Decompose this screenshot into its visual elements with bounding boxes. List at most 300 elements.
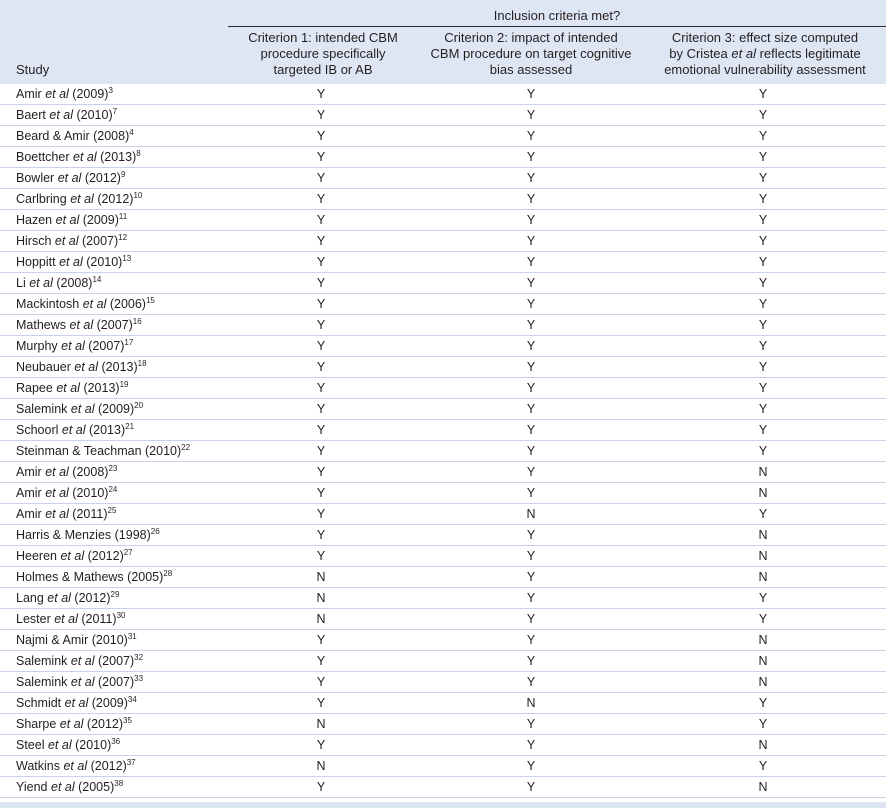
- study-author: Bowler: [16, 171, 55, 185]
- criterion-1-cell: Y: [316, 780, 326, 794]
- criterion-2-cell: Y: [526, 738, 536, 752]
- study-year: (2010): [68, 486, 109, 500]
- criterion-1-cell: Y: [316, 87, 326, 101]
- criterion-2-cell: Y: [526, 549, 536, 563]
- reference-number: 29: [110, 590, 120, 599]
- study-cell: [16, 528, 160, 543]
- study-year: (2010): [141, 444, 182, 458]
- criterion-1-cell: Y: [316, 696, 326, 710]
- reference-number: 19: [119, 380, 129, 389]
- study-cell: [16, 297, 155, 312]
- study-year: (2013): [79, 381, 120, 395]
- criterion-1-cell: Y: [316, 654, 326, 668]
- criterion-2-cell: Y: [526, 654, 536, 668]
- criterion-3-cell: N: [758, 549, 768, 563]
- study-author: Beard & Amir: [16, 129, 90, 143]
- reference-number: 27: [123, 548, 133, 557]
- study-year: (2006): [106, 297, 146, 311]
- criterion-1-cell: Y: [316, 318, 326, 332]
- header-criterion-1: [228, 30, 418, 78]
- study-year: (2009): [94, 402, 135, 416]
- criterion-3-cell: Y: [758, 423, 768, 437]
- reference-number: 34: [127, 695, 137, 704]
- et-al: et al: [45, 486, 69, 500]
- study-cell: [16, 633, 137, 648]
- criterion-1-cell: Y: [316, 129, 326, 143]
- et-al: et al: [64, 696, 89, 710]
- reference-number: 32: [134, 653, 144, 662]
- study-author: Steel: [16, 738, 45, 752]
- table-row: [0, 483, 886, 504]
- table-row: [0, 462, 886, 483]
- study-cell: [16, 213, 127, 228]
- criterion-3-cell: Y: [758, 591, 768, 605]
- criterion-3-cell: Y: [758, 213, 768, 227]
- header-criterion-3: [652, 30, 878, 78]
- study-cell: [16, 423, 134, 438]
- study-author: Hazen: [16, 213, 53, 227]
- reference-number: 7: [112, 107, 118, 116]
- criterion-1-cell: N: [316, 612, 326, 626]
- criterion-3-cell: Y: [758, 381, 768, 395]
- reference-number: 38: [114, 779, 124, 788]
- et-al: et al: [70, 654, 95, 668]
- study-cell: [16, 507, 116, 522]
- table-row: [0, 693, 886, 714]
- study-cell: [16, 612, 125, 627]
- reference-number: 10: [133, 191, 143, 200]
- table-row: [0, 210, 886, 231]
- criterion-1-cell: Y: [316, 381, 326, 395]
- study-cell: [16, 717, 132, 732]
- criterion-2-cell: Y: [526, 276, 536, 290]
- table-row: [0, 441, 886, 462]
- et-al: et al: [59, 717, 84, 731]
- study-author: Boettcher: [16, 150, 70, 164]
- header-criterion-1-line: targeted IB or AB: [273, 62, 373, 77]
- study-author: Amir: [16, 465, 42, 479]
- reference-number: 35: [123, 716, 132, 725]
- study-cell: [16, 444, 190, 459]
- criterion-1-cell: Y: [316, 360, 326, 374]
- study-year: (2007): [94, 654, 135, 668]
- criterion-2-cell: N: [526, 507, 536, 521]
- header-criterion-3-line: emotional vulnerability assessment: [664, 62, 866, 77]
- table-row: [0, 294, 886, 315]
- criterion-3-cell: N: [758, 654, 768, 668]
- study-year: (2011): [77, 612, 117, 626]
- header-study-label: Study: [16, 62, 50, 77]
- et-al: et al: [57, 171, 82, 185]
- study-cell: [16, 129, 134, 144]
- table-row: [0, 357, 886, 378]
- criterion-1-cell: Y: [316, 213, 326, 227]
- study-author: Steinman & Teachman: [16, 444, 142, 458]
- criterion-1-cell: Y: [316, 255, 326, 269]
- criterion-3-cell: Y: [758, 444, 768, 458]
- reference-number: 36: [111, 737, 121, 746]
- criterion-1-cell: Y: [316, 465, 326, 479]
- table-row: [0, 147, 886, 168]
- table-row: [0, 777, 886, 798]
- criterion-1-cell: Y: [316, 297, 326, 311]
- table-row: [0, 315, 886, 336]
- table-row: [0, 168, 886, 189]
- criterion-2-cell: Y: [526, 381, 536, 395]
- reference-number: 37: [126, 758, 136, 767]
- study-cell: [16, 549, 133, 564]
- study-author: Hoppitt: [16, 255, 56, 269]
- study-author: Yiend: [16, 780, 48, 794]
- study-cell: [16, 108, 117, 123]
- reference-number: 28: [163, 569, 173, 578]
- table-row: [0, 84, 886, 105]
- criterion-3-cell: Y: [758, 696, 768, 710]
- table-row: [0, 126, 886, 147]
- reference-number: 20: [134, 401, 144, 410]
- table-footer-band: [0, 802, 886, 808]
- criterion-2-cell: Y: [526, 717, 536, 731]
- criterion-3-cell: N: [758, 738, 768, 752]
- reference-number: 16: [132, 317, 142, 326]
- criterion-2-cell: Y: [526, 318, 536, 332]
- criterion-3-cell: N: [758, 465, 768, 479]
- study-cell: [16, 465, 117, 480]
- study-cell: [16, 87, 113, 102]
- criterion-3-cell: Y: [758, 339, 768, 353]
- et-al: et al: [45, 87, 69, 101]
- study-year: (2007): [93, 318, 133, 332]
- et-al: et al: [731, 46, 756, 61]
- study-author: Murphy: [16, 339, 58, 353]
- criterion-2-cell: Y: [526, 465, 536, 479]
- study-cell: [16, 738, 120, 753]
- reference-number: 23: [108, 464, 118, 473]
- study-author: Najmi & Amir: [16, 633, 89, 647]
- table-row: [0, 336, 886, 357]
- reference-number: 26: [150, 527, 160, 536]
- table-row: [0, 672, 886, 693]
- criterion-1-cell: Y: [316, 549, 326, 563]
- study-author: Neubauer: [16, 360, 71, 374]
- criterion-3-cell: Y: [758, 234, 768, 248]
- study-author: Holmes & Mathews: [16, 570, 124, 584]
- criterion-2-cell: Y: [526, 759, 536, 773]
- criterion-1-cell: Y: [316, 738, 326, 752]
- et-al: et al: [29, 276, 53, 290]
- criterion-2-cell: Y: [526, 360, 536, 374]
- study-author: Salemink: [16, 402, 68, 416]
- reference-number: 22: [181, 443, 191, 452]
- criterion-2-cell: Y: [526, 171, 536, 185]
- criterion-3-cell: N: [758, 780, 768, 794]
- reference-number: 24: [108, 485, 118, 494]
- study-author: Salemink: [16, 675, 68, 689]
- table-row: [0, 714, 886, 735]
- criterion-3-cell: Y: [758, 87, 768, 101]
- criterion-3-cell: Y: [758, 297, 768, 311]
- et-al: et al: [70, 402, 95, 416]
- criterion-2-cell: Y: [526, 780, 536, 794]
- study-author: Heeren: [16, 549, 57, 563]
- study-year: (2008): [89, 129, 130, 143]
- reference-number: 31: [127, 632, 137, 641]
- et-al: et al: [54, 612, 78, 626]
- study-year: (2008): [68, 465, 109, 479]
- study-author: Amir: [16, 486, 42, 500]
- header-criterion-1-line: procedure specifically: [260, 46, 386, 61]
- criterion-2-cell: Y: [526, 402, 536, 416]
- study-year: (2013): [98, 360, 138, 374]
- et-al: et al: [54, 234, 79, 248]
- et-al: et al: [45, 465, 69, 479]
- et-al: et al: [56, 381, 80, 395]
- criterion-2-cell: Y: [526, 234, 536, 248]
- study-cell: [16, 780, 123, 795]
- study-year: (2010): [82, 255, 123, 269]
- criterion-2-cell: Y: [526, 339, 536, 353]
- criterion-2-cell: Y: [526, 129, 536, 143]
- et-al: et al: [51, 780, 75, 794]
- criterion-2-cell: Y: [526, 444, 536, 458]
- et-al: et al: [73, 150, 97, 164]
- criterion-3-cell: Y: [758, 402, 768, 416]
- criterion-1-cell: Y: [316, 339, 326, 353]
- et-al: et al: [47, 591, 71, 605]
- reference-number: 12: [118, 233, 128, 242]
- et-al: et al: [45, 507, 69, 521]
- et-al: et al: [82, 297, 107, 311]
- header-criterion-2-line: bias assessed: [489, 62, 573, 77]
- study-year: (2007): [78, 234, 119, 248]
- study-cell: [16, 570, 172, 585]
- study-year: (2009): [88, 696, 128, 710]
- criterion-3-cell: N: [758, 528, 768, 542]
- study-year: (2008): [52, 276, 93, 290]
- criterion-1-cell: N: [316, 591, 326, 605]
- study-cell: [16, 150, 141, 165]
- criterion-3-cell: Y: [758, 717, 768, 731]
- criterion-1-cell: Y: [316, 276, 326, 290]
- criterion-2-cell: Y: [526, 213, 536, 227]
- table-row: [0, 567, 886, 588]
- header-criterion-3-line: by Cristea et al reflects legitimate: [669, 46, 861, 61]
- table-row: [0, 399, 886, 420]
- study-cell: [16, 339, 133, 354]
- criterion-2-cell: Y: [526, 591, 536, 605]
- et-al: et al: [47, 738, 72, 752]
- criterion-3-cell: Y: [758, 507, 768, 521]
- criterion-1-cell: Y: [316, 171, 326, 185]
- study-year: (2012): [81, 171, 121, 185]
- header-super-label: Inclusion criteria met?: [493, 8, 621, 23]
- study-year: (1998): [111, 528, 151, 542]
- table-header: [0, 0, 886, 84]
- criterion-3-cell: Y: [758, 129, 768, 143]
- study-author: Harris & Menzies: [16, 528, 112, 542]
- study-year: (2010): [71, 738, 112, 752]
- table-row: [0, 609, 886, 630]
- study-author: Amir: [16, 507, 42, 521]
- criterion-3-cell: Y: [758, 759, 768, 773]
- study-cell: [16, 402, 143, 417]
- et-al: et al: [74, 360, 99, 374]
- criterion-1-cell: Y: [316, 675, 326, 689]
- et-al: et al: [70, 192, 94, 206]
- study-year: (2012): [83, 717, 124, 731]
- study-year: (2009): [79, 213, 119, 227]
- study-cell: [16, 318, 142, 333]
- study-year: (2011): [68, 507, 108, 521]
- reference-number: 13: [122, 254, 132, 263]
- criterion-3-cell: N: [758, 570, 768, 584]
- reference-number: 11: [118, 212, 128, 221]
- et-al: et al: [60, 549, 85, 563]
- criterion-3-cell: Y: [758, 171, 768, 185]
- reference-number: 3: [108, 86, 113, 95]
- et-al: et al: [59, 255, 83, 269]
- study-year: (2005): [123, 570, 164, 584]
- study-author: Mackintosh: [16, 297, 80, 311]
- study-author: Amir: [16, 87, 42, 101]
- criterion-1-cell: Y: [316, 402, 326, 416]
- criterion-2-cell: N: [526, 696, 536, 710]
- criterion-3-cell: N: [758, 675, 768, 689]
- table-row: [0, 588, 886, 609]
- study-cell: [16, 654, 143, 669]
- table-row: [0, 735, 886, 756]
- criterion-2-cell: Y: [526, 612, 536, 626]
- criterion-3-cell: Y: [758, 276, 768, 290]
- study-cell: [16, 381, 128, 396]
- criterion-3-cell: Y: [758, 255, 768, 269]
- header-criterion-2: [424, 30, 638, 78]
- study-year: (2012): [93, 192, 134, 206]
- criterion-1-cell: Y: [316, 486, 326, 500]
- criterion-1-cell: N: [316, 759, 326, 773]
- header-criterion-2-line: Criterion 2: impact of intended: [444, 30, 618, 45]
- study-author: Schmidt: [16, 696, 62, 710]
- header-criterion-3-line: Criterion 3: effect size computed: [671, 30, 859, 45]
- reference-number: 8: [136, 149, 141, 158]
- criterion-3-cell: N: [758, 633, 768, 647]
- table-row: [0, 252, 886, 273]
- reference-number: 4: [129, 128, 134, 137]
- study-author: Rapee: [16, 381, 53, 395]
- criterion-3-cell: Y: [758, 192, 768, 206]
- reference-number: 15: [145, 296, 155, 305]
- criterion-1-cell: Y: [316, 423, 326, 437]
- table-body: [0, 84, 886, 798]
- study-author: Lang: [16, 591, 44, 605]
- reference-number: 25: [107, 506, 117, 515]
- study-author: Li: [16, 276, 26, 290]
- study-author: Mathews: [16, 318, 67, 332]
- criterion-3-cell: Y: [758, 108, 768, 122]
- study-cell: [16, 696, 137, 711]
- table-row: [0, 651, 886, 672]
- reference-number: 14: [92, 275, 102, 284]
- table-row: [0, 546, 886, 567]
- criterion-1-cell: Y: [316, 528, 326, 542]
- study-author: Lester: [16, 612, 51, 626]
- criterion-2-cell: Y: [526, 297, 536, 311]
- criterion-2-cell: Y: [526, 87, 536, 101]
- et-al: et al: [61, 423, 86, 437]
- study-author: Watkins: [16, 759, 60, 773]
- study-year: (2012): [87, 759, 127, 773]
- et-al: et al: [70, 675, 95, 689]
- criterion-1-cell: N: [316, 570, 326, 584]
- study-year: (2007): [84, 339, 125, 353]
- table-row: [0, 378, 886, 399]
- table-row: [0, 105, 886, 126]
- study-cell: [16, 486, 117, 501]
- reference-number: 9: [120, 170, 126, 179]
- criterion-2-cell: Y: [526, 675, 536, 689]
- criterion-2-cell: Y: [526, 570, 536, 584]
- study-year: (2012): [84, 549, 124, 563]
- criterion-2-cell: Y: [526, 108, 536, 122]
- study-cell: [16, 171, 125, 186]
- criterion-2-cell: Y: [526, 486, 536, 500]
- study-cell: [16, 360, 147, 375]
- header-rule: [228, 26, 886, 27]
- study-cell: [16, 192, 142, 207]
- et-al: et al: [69, 318, 94, 332]
- criterion-1-cell: Y: [316, 507, 326, 521]
- reference-number: 30: [116, 611, 126, 620]
- study-year: (2007): [94, 675, 135, 689]
- study-cell: [16, 276, 101, 291]
- reference-number: 21: [125, 422, 135, 431]
- study-cell: [16, 759, 136, 774]
- criterion-3-cell: Y: [758, 318, 768, 332]
- study-year: (2010): [88, 633, 128, 647]
- criterion-3-cell: N: [758, 486, 768, 500]
- header-criterion-1-line: Criterion 1: intended CBM: [248, 30, 398, 45]
- et-al: et al: [55, 213, 80, 227]
- table-row: [0, 189, 886, 210]
- criterion-2-cell: Y: [526, 423, 536, 437]
- criterion-3-cell: Y: [758, 612, 768, 626]
- criterion-3-cell: Y: [758, 360, 768, 374]
- criterion-1-cell: N: [316, 717, 326, 731]
- study-author: Hirsch: [16, 234, 52, 248]
- criterion-1-cell: Y: [316, 150, 326, 164]
- reference-number: 18: [137, 359, 147, 368]
- criterion-1-cell: Y: [316, 633, 326, 647]
- et-al: et al: [63, 759, 88, 773]
- criterion-1-cell: Y: [316, 108, 326, 122]
- study-year: (2013): [85, 423, 126, 437]
- study-author: Sharpe: [16, 717, 57, 731]
- study-cell: [16, 591, 119, 606]
- criterion-2-cell: Y: [526, 633, 536, 647]
- study-cell: [16, 675, 143, 690]
- study-cell: [16, 255, 131, 270]
- table-row: [0, 420, 886, 441]
- study-cell: [16, 234, 127, 249]
- study-year: (2013): [96, 150, 137, 164]
- reference-number: 33: [134, 674, 144, 683]
- header-criterion-2-line: CBM procedure on target cognitive: [430, 46, 632, 61]
- criterion-2-cell: Y: [526, 528, 536, 542]
- study-author: Carlbring: [16, 192, 67, 206]
- table-row: [0, 504, 886, 525]
- criterion-2-cell: Y: [526, 192, 536, 206]
- study-year: (2012): [70, 591, 111, 605]
